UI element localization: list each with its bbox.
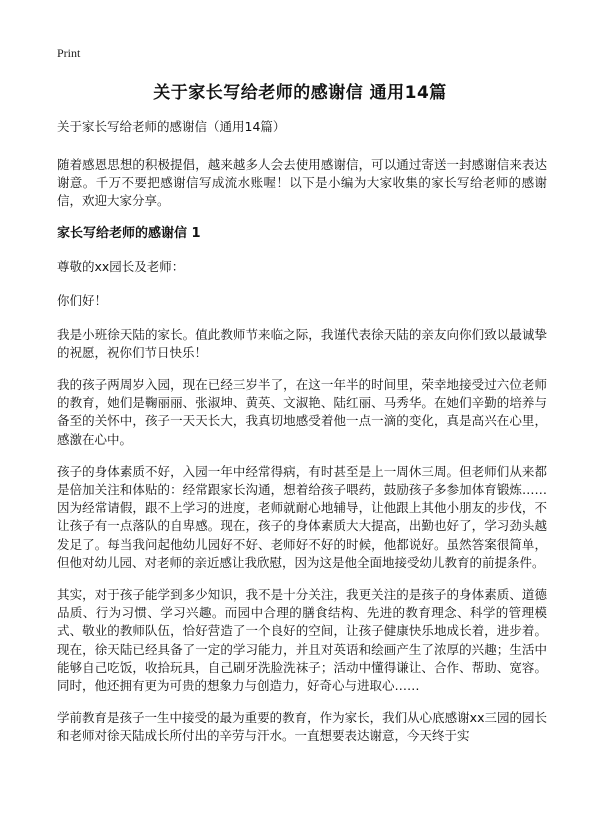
section-heading: 家长写给老师的感谢信 1 — [57, 225, 201, 241]
document-body — [57, 118, 547, 760]
body-paragraph: 我是小班徐天陆的家长。值此教师节来临之际，我谨代表徐天陆的亲友向你们致以最诚挚的祝愿，祝你们节日快乐！ — [57, 326, 547, 360]
body-paragraph: 其实，对于孩子能学到多少知识，我不是十分关注，我更关注的是孩子的身体素质、道德品质、行为习惯、学习兴趣。而园中合理的膳食结构、先进的教育理念、科学的管理模式、敬业的教师队伍，恰好营造了一个良好的空间，让孩子健康快乐地成长着，进步着。现在，徐天陆已经具备了一定的学习能力，并且对英语和绘画产生了浓厚的兴趣；生活中能够自己吃饭，收拾玩具，自己刷牙洗脸洗袜子；活动中懂得谦让、合作、帮助、宽容。同时，他还拥有更为可贵的想象力与创造力，好奇心与进取心…… — [57, 587, 547, 694]
intro-paragraph: 随着感恩思想的积极提倡，越来越多人会去使用感谢信，可以通过寄送一封感谢信来表达谢意。千万不要把感谢信写成流水账喔！以下是小编为大家收集的家长写给老师的感谢信，欢迎大家分享。 — [57, 157, 547, 209]
print-label: Print — [57, 46, 81, 60]
body-paragraph: 学前教育是孩子一生中接受的最为重要的教育，作为家长，我们从心底感谢xx三园的园长和老师对徐天陆成长所付出的辛劳与汗水。一直想要表达谢意，今天终于实 — [57, 710, 547, 744]
salutation: 尊敬的xx园长及老师： — [57, 258, 185, 274]
document-subtitle: 关于家长写给老师的感谢信（通用14篇） — [57, 119, 286, 134]
page-title: 关于家长写给老师的感谢信 通用14篇 — [153, 83, 447, 103]
body-paragraph: 孩子的身体素质不好，入园一年中经常得病，有时甚至是上一周休三周。但老师们从来都是倍加关注和体贴的：经常跟家长沟通，想着给孩子喂药，鼓励孩子多参加体育锻炼……因为经常请假，跟不上学习的进度，老师就耐心地辅导，让他跟上其他小朋友的步伐，不让孩子有一点落队的自卑感。现在，孩子的身体素质大大提高，出勤也好了，学习劲头越发足了。每当我问起他幼儿园好不好、老师好不好的时候，他都说好。虽然答案很简单，但他对幼儿园、对老师的亲近感让我欣慰，因为这是他全面地接受幼儿教育的前提条件。 — [57, 463, 547, 570]
body-paragraph: 我的孩子两周岁入园，现在已经三岁半了，在这一年半的时间里，荣幸地接受过六位老师的教育，她们是鞠丽丽、张淑坤、黄英、文淑艳、陆红丽、马秀华。在她们辛勤的培养与备至的关怀中，孩子一天天长大，我真切地感受着他一点一滴的变化，真是高兴在心里，感激在心中。 — [57, 377, 547, 447]
greeting: 你们好！ — [57, 292, 108, 308]
